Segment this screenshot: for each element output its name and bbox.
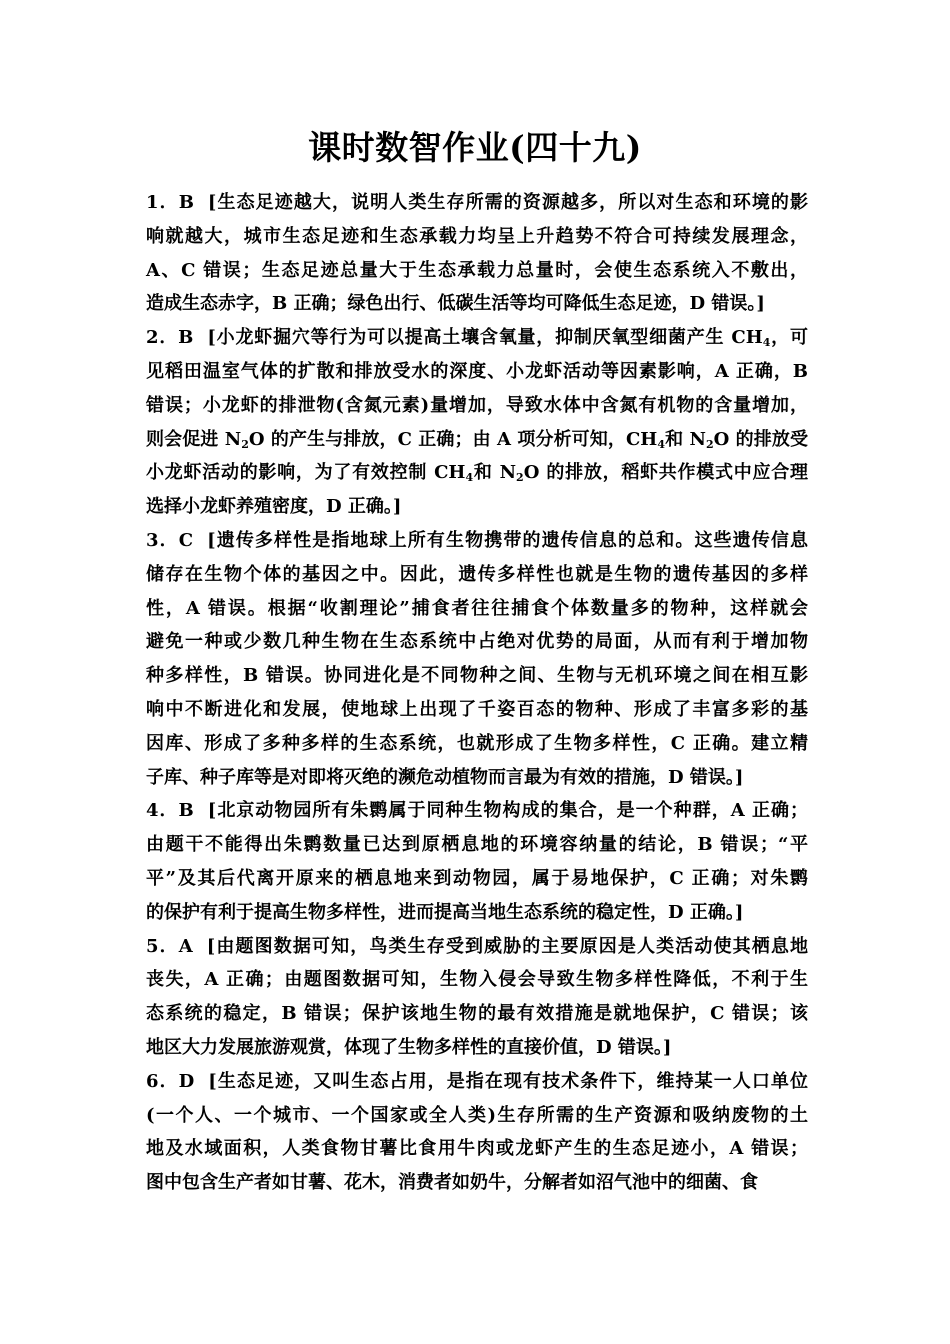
answer-line-text: 的保护有利于提高生物多样性，进而提高当地生态系统的稳定性，D 正确。] [146,901,744,923]
answer-line-text: 错误；小龙虾的排泄物(含氮元素)量增加，导致水体中含氮有机物的含量增加， [146,394,808,416]
answer-line [146,524,808,558]
answer-line-text: 小龙虾活动的影响，为了有效控制 $CH_4$和 $N_2O$ 的排放，稻虾共作模式中应合理 [146,462,808,485]
answer-number: 6．D [146,1070,195,1092]
answer-line-text: [生态足迹，又叫生态占用，是指在现有技术条件下，维持某一人口单位 [208,1070,808,1092]
answer-line-text: 种多样性，B 错误。协同进化是不同物种之间、生物与无机环境之间在相互影 [146,665,808,687]
answer-item [146,930,808,1065]
answer-line [146,896,808,930]
answer-line [146,1031,808,1065]
answer-item [146,794,808,929]
answer-line-text: 避免一种或少数几种生物在生态系统中占绝对优势的局面，从而有利于增加物 [146,631,808,653]
answer-line-text: 地及水域面积，人类食物甘薯比食用牛肉或龙虾产生的生态足迹小，A 错误； [146,1138,808,1160]
page-title: 课时数智作业(四十九) [308,128,642,167]
answer-line [146,1065,808,1099]
answer-line [146,963,808,997]
answer-line [146,794,808,828]
answer-line-text: 平”及其后代离开原来的栖息地来到动物园，属于易地保护，C 正确；对朱鹮 [146,867,808,889]
answer-line [146,355,808,389]
answer-line [146,254,808,288]
answer-line [146,659,808,693]
answer-line-text: (一个人、一个城市、一个国家或全人类)生存所需的生产资源和吸纳废物的土 [146,1104,808,1126]
answer-line-text: 由题干不能得出朱鹮数量已达到原栖息地的环境容纳量的结论，B 错误；“平 [146,834,808,856]
answer-line [146,693,808,727]
answer-line-text: [遗传多样性是指地球上所有生物携带的遗传信息的总和。这些遗传信息 [207,529,808,551]
answer-line [146,490,808,524]
answer-number: 4．B [146,800,194,822]
answer-line-text: [小龙虾掘穴等行为可以提高土壤含氧量，抑制厌氧型细菌产生 $CH_4$，可 [207,327,808,350]
answer-item [146,186,808,321]
answer-line-text: 响就越大，城市生态足迹和生态承载力均呈上升趋势不符合可持续发展理念， [146,225,808,247]
answer-line [146,186,808,220]
answer-line-text: 响中不断进化和发展，使地球上出现了千姿百态的物种、形成了丰富多彩的基 [146,698,808,720]
answer-line [146,1099,808,1133]
answer-line-text: 地区大力发展旅游观赏，体现了生物多样性的直接价值，D 错误。] [146,1036,672,1058]
answer-line-text: A、C 错误；生态足迹总量大于生态承载力总量时，会使生态系统入不敷出， [146,259,808,281]
answer-line-text: [由题图数据可知，鸟类生存受到威胁的主要原因是人类活动使其栖息地 [206,935,808,957]
answer-line-text: 性，A 错误。根据“收割理论”捕食者往往捕食个体数量多的物种，这样就会 [146,597,808,619]
answer-item [146,321,808,524]
answer-line-text: 选择小龙虾养殖密度，D 正确。] [146,496,402,518]
answer-line [146,423,808,457]
answer-number: 2．B [146,327,194,349]
answer-list [146,186,808,1200]
answer-line-text: 子库、种子库等是对即将灭绝的濒危动植物而言最为有效的措施，D 错误。] [146,766,744,788]
answer-line [146,862,808,896]
answer-line [146,727,808,761]
answer-line [146,828,808,862]
answer-number: 1．B [146,192,194,213]
answer-line [146,287,808,321]
answer-line [146,558,808,592]
answer-line [146,997,808,1031]
answer-line [146,389,808,423]
answer-line [146,1132,808,1166]
answer-line-text: 则会促进 $N_2O$ 的产生与排放，C 正确；由 A 项分析可知，$CH_4$和 $N_2O$ 的排放受 [146,428,808,451]
answer-line [146,321,808,355]
answer-item [146,524,808,794]
answer-line-text: 造成生态赤字，B 正确；绿色出行、低碳生活等均可降低生态足迹，D 错误。] [146,293,765,315]
answer-line-text: 态系统的稳定，B 错误；保护该地生物的最有效措施是就地保护，C 错误；该 [146,1003,808,1025]
answer-line [146,220,808,254]
answer-line [146,930,808,964]
answer-line-text: 见稻田温室气体的扩散和排放受水的深度、小龙虾活动等因素影响，A 正确，B [146,360,808,382]
answer-line-text: 储存在生物个体的基因之中。因此，遗传多样性也就是生物的遗传基因的多样 [146,563,808,585]
answer-line-text: [北京动物园所有朱鹮属于同种生物构成的集合，是一个种群，A 正确； [207,800,808,822]
answer-item [146,1065,808,1200]
answer-line [146,456,808,490]
answer-line-text: [生态足迹越大，说明人类生存所需的资源越多，所以对生态和环境的影 [207,192,808,213]
answer-number: 3．C [146,529,194,551]
answer-line [146,625,808,659]
answer-line [146,592,808,626]
answer-number: 5．A [146,935,193,957]
answer-line-text: 图中包含生产者如甘薯、花木，消费者如奶牛，分解者如沼气池中的细菌、食 [146,1172,758,1194]
answer-line [146,761,808,795]
answer-line [146,1166,808,1200]
answer-line-text: 因库、形成了多种多样的生态系统，也就形成了生物多样性，C 正确。建立精 [146,732,808,754]
answer-line-text: 丧失，A 正确；由题图数据可知，生物入侵会导致生物多样性降低，不利于生 [146,969,808,991]
